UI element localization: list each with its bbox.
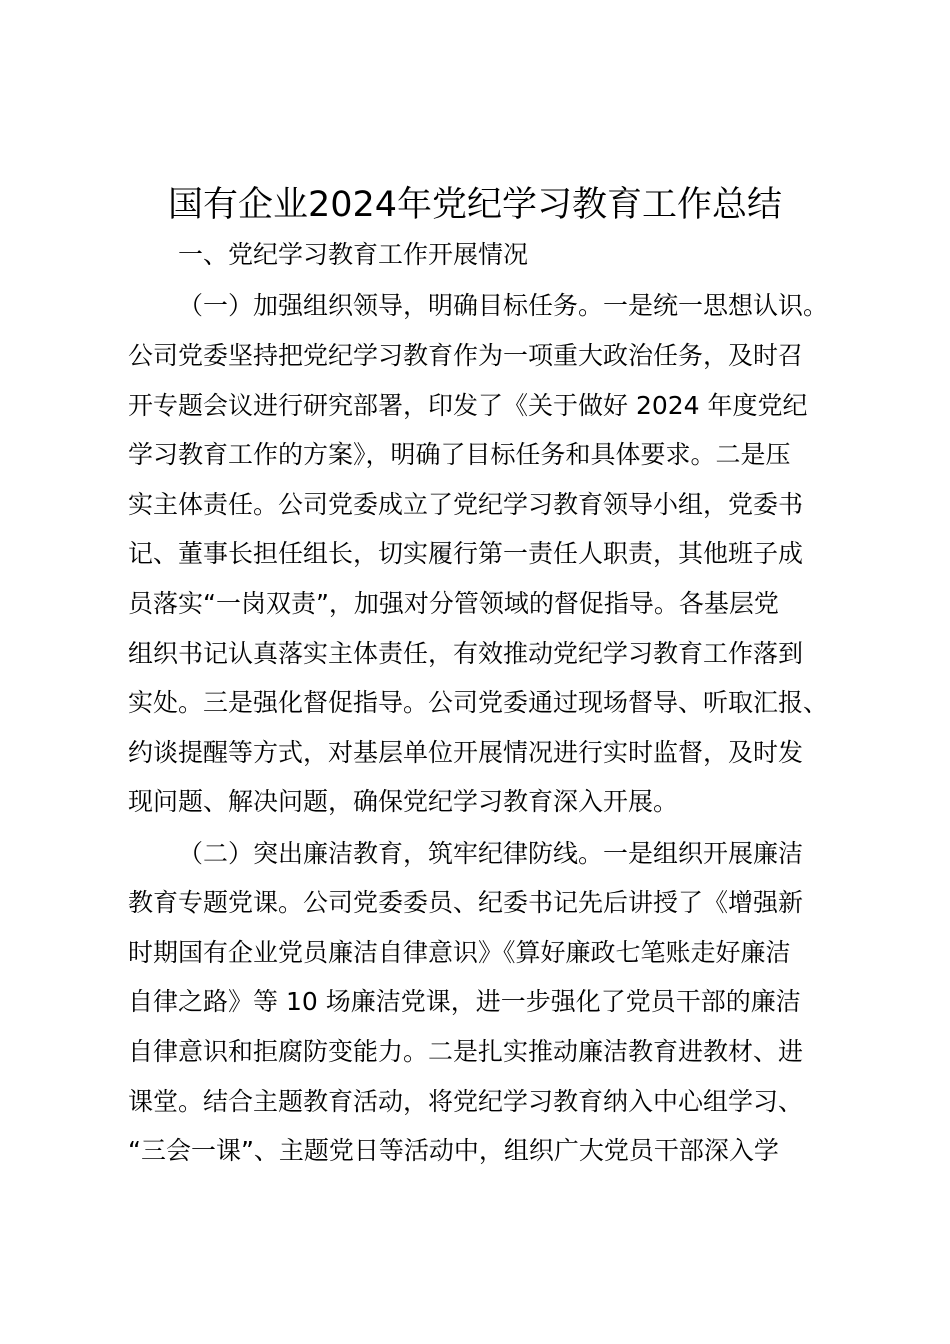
- paragraph-line: 实处。三是强化督促指导。公司党委通过现场督导、听取汇报、: [128, 688, 829, 717]
- paragraph-line: 约谈提醒等方式，对基层单位开展情况进行实时监督，及时发: [128, 738, 804, 767]
- paragraph-line: 公司党委坚持把党纪学习教育作为一项重大政治任务，及时召: [128, 341, 804, 370]
- paragraph-line: 学习教育工作的方案》，明确了目标任务和具体要求。二是压: [128, 440, 791, 469]
- paragraph-line: （一）加强组织领导，明确目标任务。一是统一思想认识。: [178, 291, 829, 320]
- paragraph-line: 组织书记认真落实主体责任，有效推动党纪学习教育工作落到: [128, 639, 804, 668]
- paragraph-line: 现问题、解决问题，确保党纪学习教育深入开展。: [128, 787, 679, 816]
- section-heading: 一、党纪学习教育工作开展情况: [178, 240, 529, 269]
- paragraph-line: 记、董事长担任组长，切实履行第一责任人职责，其他班子成: [128, 539, 804, 568]
- paragraph-line: 时期国有企业党员廉洁自律意识》《算好廉政七笔账走好廉洁: [128, 938, 791, 967]
- paragraph-line: （二）突出廉洁教育，筑牢纪律防线。一是组织开展廉洁: [178, 839, 804, 868]
- paragraph-line: 实主体责任。公司党委成立了党纪学习教育领导小组，党委书: [128, 490, 804, 519]
- paragraph-line: 课堂。结合主题教育活动，将党纪学习教育纳入中心组学习、: [128, 1087, 804, 1116]
- paragraph-line: 自律之路》等 10 场廉洁党课，进一步强化了党员干部的廉洁: [128, 987, 801, 1016]
- paragraph-line: 开专题会议进行研究部署，印发了《关于做好 2024 年度党纪: [128, 391, 808, 420]
- document-title: 国有企业2024年党纪学习教育工作总结: [167, 185, 783, 225]
- paragraph-line: 教育专题党课。公司党委委员、纪委书记先后讲授了《增强新: [128, 888, 804, 917]
- paragraph-line: “三会一课”、主题党日等活动中，组织广大党员干部深入学: [128, 1136, 779, 1165]
- paragraph-line: 自律意识和拒腐防变能力。二是扎实推动廉洁教育进教材、进: [128, 1037, 804, 1066]
- paragraph-line: 员落实“一岗双责”，加强对分管领域的督促指导。各基层党: [128, 589, 779, 618]
